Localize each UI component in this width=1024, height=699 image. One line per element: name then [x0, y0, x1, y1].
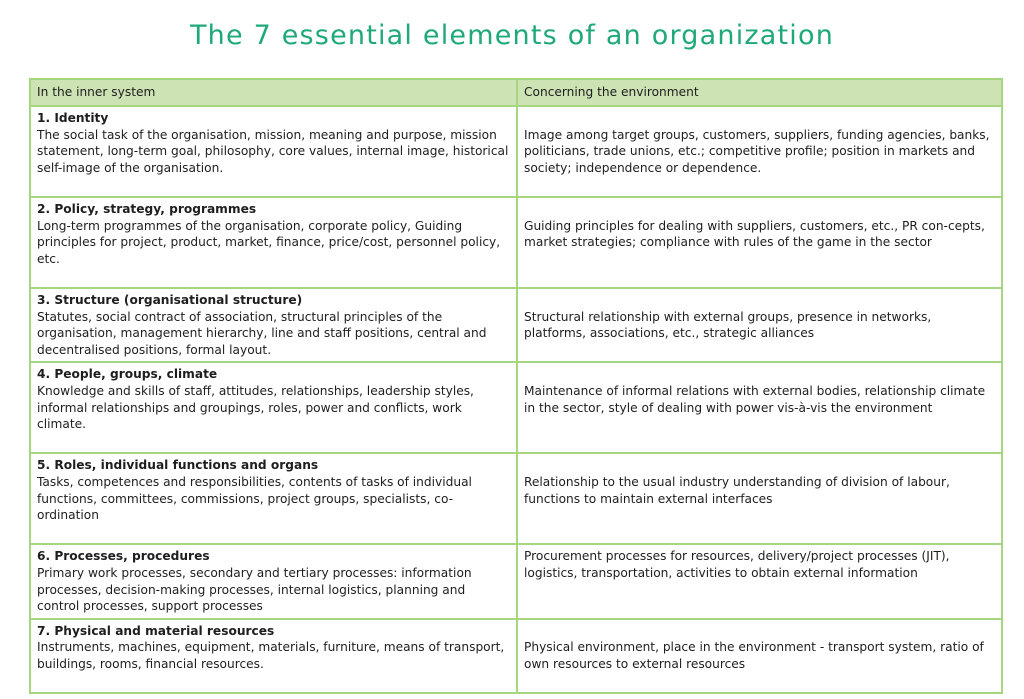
environment-text: Procurement processes for resources, delivery/project processes (JIT), logistics, transportation, activities to obtain external information: [524, 549, 950, 580]
table-row: [30, 544, 1002, 618]
environment-text: Structural relationship with external groups, presence in networks, platforms, associations, etc., strategic alliances: [524, 309, 932, 341]
environment-cell: [517, 106, 1002, 197]
page-title: The 7 essential elements of an organization: [189, 20, 835, 51]
inner-text: Statutes, social contract of association, structural principles of the organisation, management hierarchy, line and staff positions, central and decentralised positions, formal layout.: [37, 309, 487, 357]
environment-cell: [517, 619, 1002, 693]
inner-text: Instruments, machines, equipment, materials, furniture, means of transport, buildings, rooms, financial resources.: [37, 640, 505, 671]
inner-cell: [30, 106, 517, 197]
table-row: [30, 197, 1002, 288]
column-header-environment: Concerning the environment: [517, 79, 1002, 106]
table-header-row: [30, 79, 1002, 106]
element-heading: 7. Physical and material resources: [37, 623, 275, 638]
inner-text: Tasks, competences and responsibilities, contents of tasks of individual functions, committees, commissions, project groups, specialists, co-ordination: [37, 474, 472, 523]
element-heading: 2. Policy, strategy, programmes: [37, 202, 257, 216]
inner-text: Long-term programmes of the organisation, corporate policy, Guiding principles for project, product, market, finance, price/cost, personnel policy, etc.: [37, 218, 501, 266]
environment-cell: [517, 362, 1002, 453]
inner-cell: [30, 197, 517, 288]
table-row: [30, 362, 1002, 453]
environment-cell: [517, 197, 1002, 288]
element-heading: 3. Structure (organisational structure): [37, 293, 303, 307]
table-row: [30, 453, 1002, 544]
inner-cell: [30, 453, 517, 544]
table-row: [30, 619, 1002, 693]
environment-text: Relationship to the usual industry understanding of division of labour, functions to maintain external interfaces: [524, 474, 950, 506]
environment-text: Guiding principles for dealing with suppliers, customers, etc., PR con-cepts, market strategies; compliance with rules of the game in the sector: [524, 218, 985, 250]
inner-cell: [30, 362, 517, 453]
inner-text: The social task of the organisation, mission, meaning and purpose, mission statement, long-term goal, philosophy, core values, internal image, historical self-image of the organisation.: [37, 127, 509, 175]
table-row: [30, 288, 1002, 362]
environment-text: Image among target groups, customers, suppliers, funding agencies, banks, politicians, trade unions, etc.; competitive profile; position in markets and society; independence or dependence.: [524, 127, 990, 175]
inner-text: Primary work processes, secondary and tertiary processes: information processes, decision-making processes, internal logistics, planning and control processes, support processes: [37, 565, 472, 614]
element-heading: 1. Identity: [37, 111, 109, 125]
element-heading: 4. People, groups, climate: [37, 367, 218, 382]
inner-cell: [30, 619, 517, 693]
inner-cell: [30, 288, 517, 362]
inner-cell: [30, 544, 517, 618]
inner-text: Knowledge and skills of staff, attitudes, relationships, leadership styles, informal relationships and groupings, roles, power and conflicts, work climate.: [37, 383, 474, 432]
environment-cell: [517, 544, 1002, 618]
column-header-inner-system: In the inner system: [30, 79, 517, 106]
element-heading: 5. Roles, individual functions and organs: [37, 458, 319, 473]
table-row: [30, 106, 1002, 197]
environment-text: Physical environment, place in the environment - transport system, ratio of own resources to external resources: [524, 640, 984, 671]
environment-text: Maintenance of informal relations with external bodies, relationship climate in the sector, style of dealing with power vis-à-vis the environment: [524, 383, 986, 415]
environment-cell: [517, 453, 1002, 544]
elements-table: [29, 78, 1003, 694]
environment-cell: [517, 288, 1002, 362]
element-heading: 6. Processes, procedures: [37, 549, 210, 564]
